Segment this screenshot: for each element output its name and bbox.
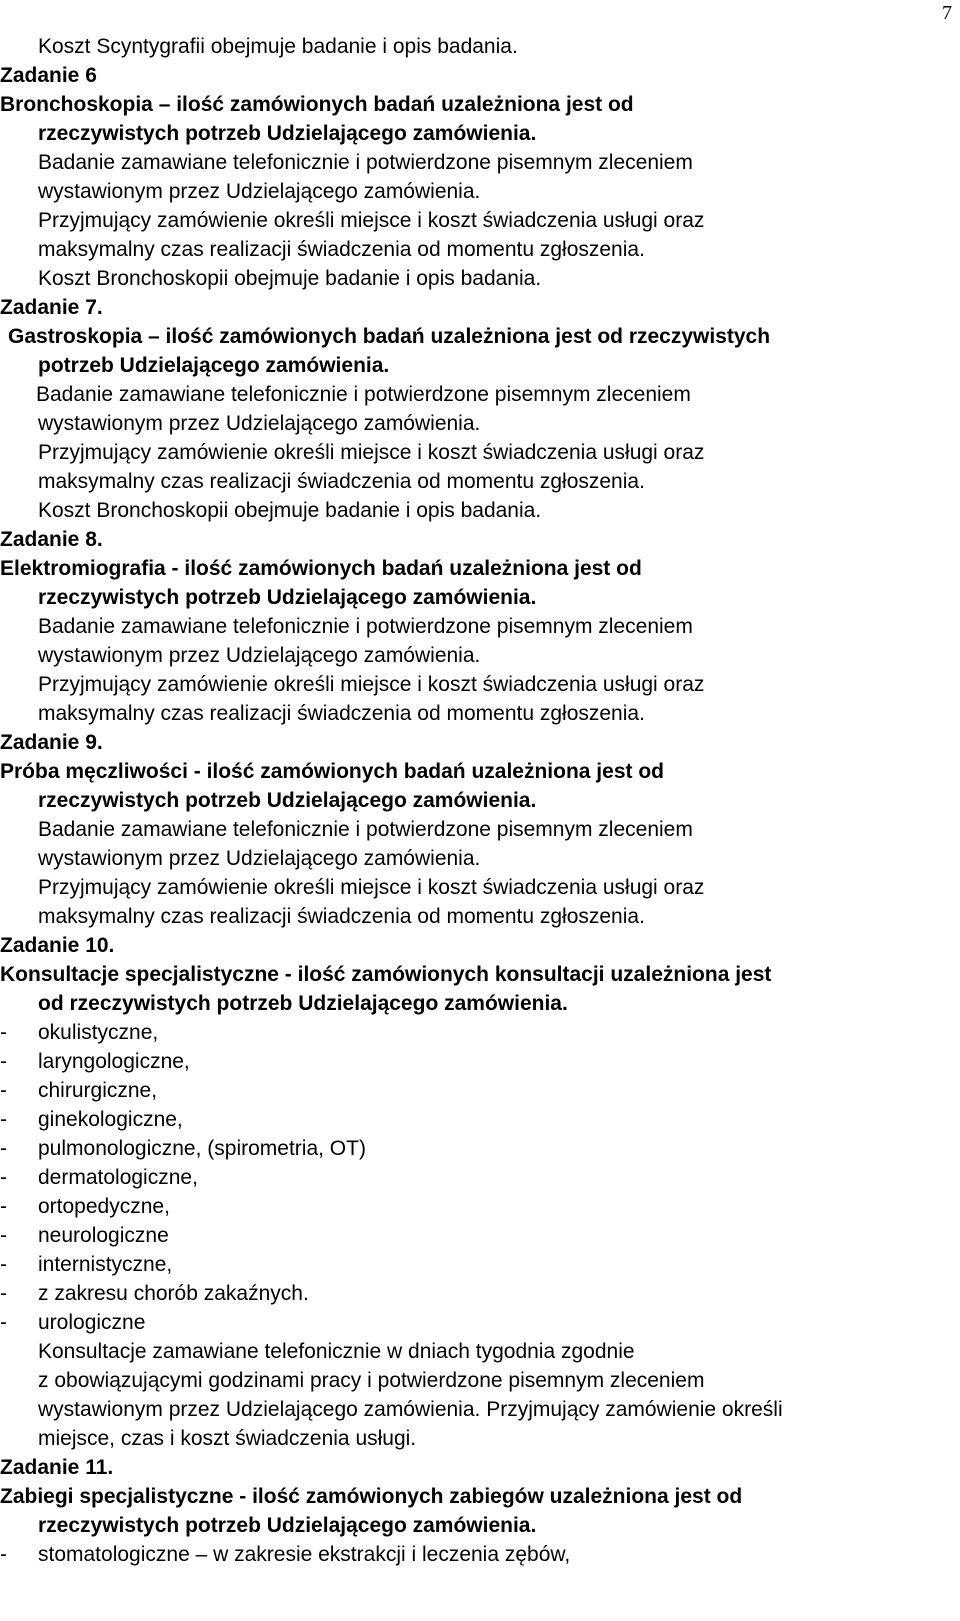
list-dash: - (0, 1253, 7, 1276)
list-dash: - (0, 1108, 7, 1131)
text-line: wystawionym przez Udzielającego zamówienia. (38, 847, 481, 870)
text-line: Koszt Bronchoskopii obejmuje badanie i opis badania. (38, 267, 542, 290)
list-item-text: stomatologiczne – w zakresie ekstrakcji i leczenia zębów, (38, 1543, 571, 1566)
list-dash: - (0, 1021, 7, 1044)
list-item (0, 1134, 940, 1163)
text-line: Próba męczliwości - ilość zamówionych badań uzależniona jest od (0, 760, 664, 783)
text-line: Koszt Bronchoskopii obejmuje badanie i opis badania. (38, 499, 542, 522)
text-line: Koszt Scyntygrafii obejmuje badanie i opis badania. (38, 35, 518, 58)
text-line: Badanie zamawiane telefonicznie i potwierdzone pisemnym zleceniem (38, 818, 693, 841)
list-item (0, 1076, 940, 1105)
text-line: Przyjmujący zamówienie określi miejsce i koszt świadczenia usługi oraz (38, 876, 705, 899)
list-item-text: ortopedyczne, (38, 1195, 170, 1218)
list-item-text: pulmonologiczne, (spirometria, OT) (38, 1137, 366, 1160)
text-line: od rzeczywistych potrzeb Udzielającego zamówienia. (38, 992, 568, 1015)
page-number: 7 (942, 2, 952, 24)
text-line: Badanie zamawiane telefonicznie i potwierdzone pisemnym zleceniem (38, 151, 693, 174)
text-line: rzeczywistych potrzeb Udzielającego zamówienia. (38, 586, 537, 609)
text-line: Przyjmujący zamówienie określi miejsce i koszt świadczenia usługi oraz (38, 441, 705, 464)
document-body (0, 32, 940, 1569)
list-item-text: urologiczne (38, 1311, 146, 1334)
list-dash: - (0, 1166, 7, 1189)
list-item (0, 1250, 940, 1279)
task-heading: Zadanie 8. (0, 528, 103, 551)
list-dash: - (0, 1224, 7, 1247)
list-item (0, 1163, 940, 1192)
text-line: Gastroskopia – ilość zamówionych badań uzależniona jest od rzeczywistych (8, 325, 771, 348)
list-dash: - (0, 1050, 7, 1073)
list-item (0, 1018, 940, 1047)
text-line: Przyjmujący zamówienie określi miejsce i koszt świadczenia usługi oraz (38, 673, 705, 696)
text-line: rzeczywistych potrzeb Udzielającego zamówienia. (38, 1514, 537, 1537)
text-line: Bronchoskopia – ilość zamówionych badań uzależniona jest od (0, 93, 634, 116)
text-line: Badanie zamawiane telefonicznie i potwierdzone pisemnym zleceniem (38, 615, 693, 638)
list-item (0, 1192, 940, 1221)
list-item (0, 1540, 940, 1569)
text-line: miejsce, czas i koszt świadczenia usługi. (38, 1427, 417, 1450)
list-item (0, 1221, 940, 1250)
task-heading: Zadanie 9. (0, 731, 103, 754)
list-item-text: neurologiczne (38, 1224, 169, 1247)
task-heading: Zadanie 6 (0, 64, 97, 87)
text-line: wystawionym przez Udzielającego zamówienia. Przyjmujący zamówienie określi (38, 1398, 783, 1421)
text-line: potrzeb Udzielającego zamówienia. (38, 354, 390, 377)
text-line: rzeczywistych potrzeb Udzielającego zamówienia. (38, 122, 537, 145)
list-dash: - (0, 1543, 7, 1566)
task-heading: Zadanie 10. (0, 934, 115, 957)
list-item-text: okulistyczne, (38, 1021, 159, 1044)
text-line: Badanie zamawiane telefonicznie i potwierdzone pisemnym zleceniem (36, 383, 691, 406)
text-line: wystawionym przez Udzielającego zamówienia. (38, 180, 481, 203)
list-item (0, 1308, 940, 1337)
list-item-text: internistyczne, (38, 1253, 173, 1276)
text-line: Konsultacje specjalistyczne - ilość zamówionych konsultacji uzależniona jest (0, 963, 772, 986)
list-dash: - (0, 1079, 7, 1102)
task-heading: Zadanie 11. (0, 1456, 114, 1479)
list-item-text: chirurgiczne, (38, 1079, 158, 1102)
text-line: Konsultacje zamawiane telefonicznie w dniach tygodnia zgodnie (38, 1340, 635, 1363)
text-line: Przyjmujący zamówienie określi miejsce i koszt świadczenia usługi oraz (38, 209, 705, 232)
list-item-text: ginekologiczne, (38, 1108, 183, 1131)
text-line: rzeczywistych potrzeb Udzielającego zamówienia. (38, 789, 537, 812)
text-line: maksymalny czas realizacji świadczenia od momentu zgłoszenia. (38, 238, 645, 261)
list-dash: - (0, 1137, 7, 1160)
text-line: maksymalny czas realizacji świadczenia od momentu zgłoszenia. (38, 470, 645, 493)
list-item-text: z zakresu chorób zakaźnych. (38, 1282, 309, 1305)
list-item (0, 1279, 940, 1308)
list-item-text: laryngologiczne, (38, 1050, 190, 1073)
text-line: maksymalny czas realizacji świadczenia od momentu zgłoszenia. (38, 905, 645, 928)
text-line: Elektromiografia - ilość zamówionych badań uzależniona jest od (0, 557, 642, 580)
text-line: z obowiązującymi godzinami pracy i potwierdzone pisemnym zleceniem (38, 1369, 705, 1392)
list-dash: - (0, 1195, 7, 1218)
list-dash: - (0, 1311, 7, 1334)
text-line: Zabiegi specjalistyczne - ilość zamówionych zabiegów uzależniona jest od (0, 1485, 743, 1508)
task-heading: Zadanie 7. (0, 296, 103, 319)
text-line: wystawionym przez Udzielającego zamówienia. (38, 644, 481, 667)
list-dash: - (0, 1282, 7, 1305)
list-item-text: dermatologiczne, (38, 1166, 198, 1189)
list-item (0, 1047, 940, 1076)
list-item (0, 1105, 940, 1134)
text-line: wystawionym przez Udzielającego zamówienia. (38, 412, 481, 435)
text-line: maksymalny czas realizacji świadczenia od momentu zgłoszenia. (38, 702, 645, 725)
